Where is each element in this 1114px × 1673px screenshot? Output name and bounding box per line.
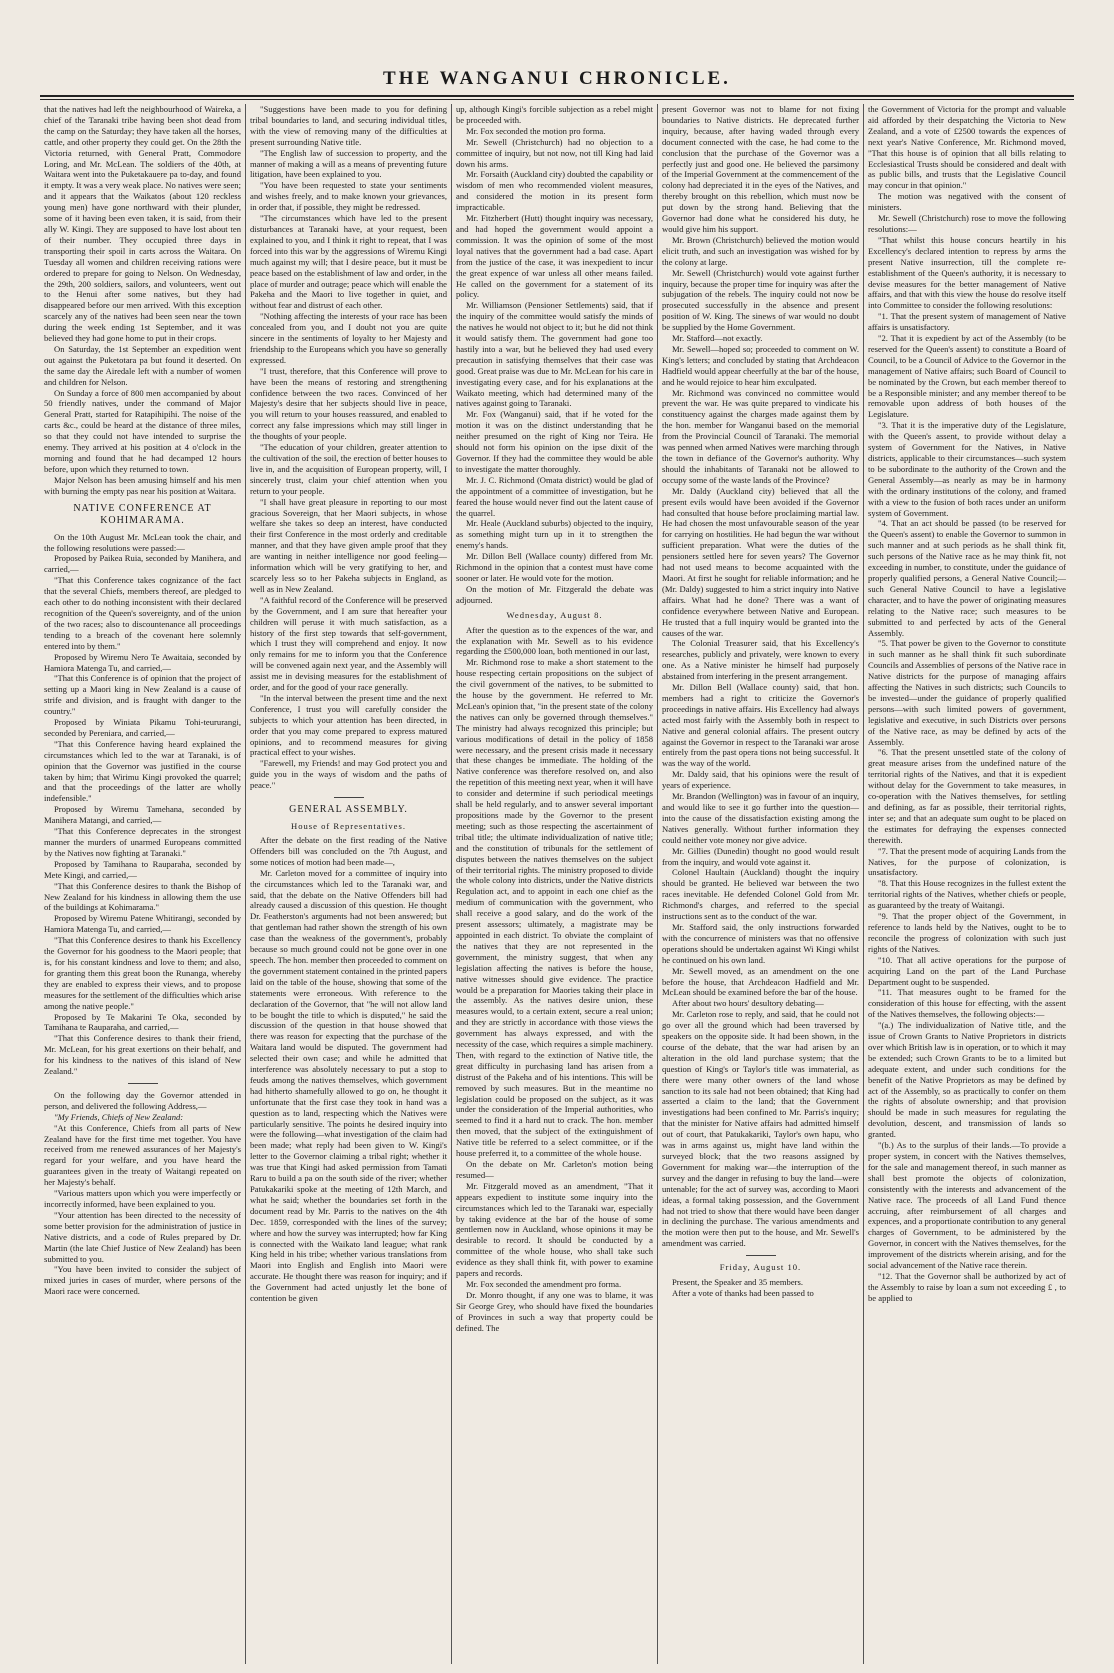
paragraph: that the natives had left the neighbourhood of Waireka, a chief of the Taranaki tribe having been shot dead from the camp on the Saturday; they have taken all the horses, cattle, and other property they could get. On the 28th the Victoria returned, with General Pratt, Commodore Loring, and Mr. McLean. The soldiers of the 40th, at Waitara went into the Puketakauere pa to-day, and found it empty. It was a very weak place. No natives were seen; and it appears that the Waikatos (about 120 reckless young men) have gone northward with their plunder, some of it having been even taken, it is said, from their ally W. Kingi. They are supposed to have lost about ten of their number. They occupied three days in transporting their spoil in carts across the Waitara. On Tuesday all women and children receiving rations were ordered to prepare for going to Nelson. On Wednesday, the 29th, 200 soldiers, sailors, and volunteers, went out to the Henui after some natives, but they had disappeared before our men arrived. With this exception scarcely any of the natives had been seen near the town during the week ending 1st September, and it was believed they had gone home to put in their crops. (44, 104, 241, 344)
paragraph: "The circumstances which have led to the present disturbances at Taranaki have, at your request, been explained to you, and I think it right to repeat, that I was forced into this war by the aggressions of Wiremu Kingi much against my will; that I desire peace, but it must be peace based on the establishment of law and order, in the place of murder and outrage; peace which will enable the Pakeha and the Maori to live together in quiet, and without fear and distrust of each other. (250, 213, 447, 311)
paragraph: Mr. Richmond rose to make a short statement to the house respecting certain propositions on the subject of the civil government of the natives, to be submitted to the house by the government. He referred to Mr. McLean's opinion that, "in the present state of the colony the natives can only be governed through themselves." The ministry had always recognized this principle; but various modifications of detail in the policy of 1858 were necessary, and the present crisis made it necessary that these changes be immediate. The holding of the Native conference was therefore resolved on, and also the repetition of this meeting next year, when it will have to consider and determine if such periodical meetings shall be held regularly, and to answer several important propositions made by the Governor to the present meeting; such as those respecting the ascertainment of tribal title; the ultimate individualization of native title; and the constitution of tribunals for the settlement of disputes between the natives themselves on the subject of their territorial rights. The ministry proposed to divide the whole colony into districts, under the Native districts Regulation act, and to appoint in each one chief as the medium of communication with the government, who shall receive a good salary, and do the work of the present assessors; ultimately, a magistrate may be appointed in each district. To obviate the complaint of the natives that they are not represented in the government, the ministry suggest, that when any legislation affecting the natives is before the house, native witnesses should give evidence. The practice would be a preparation for Maories taking their place in the assembly. As the natives desire union, these measures would, to a certain extent, secure a real union; and they are strictly in accordance with those views the government has always expressed, and with the necessity of the case, which requires a simple machinery. Then, with regard to the extinction of Native title, the great difficulty in purchasing land has arisen from a distrust of the Pakeha and of his intentions. This will be removed by such measures. But in the meantime no legislation could be proposed on the subject, as it was under the consideration of the Imperial authorities, who seemed to find it a hard nut to crack. The hon. member then moved, that the subject of the extinguishment of Native title be referred to a select committee, or if the house preferred it, to a committee of the whole house. (456, 657, 653, 1159)
paragraph: "Farewell, my Friends! and may God protect you and guide you in the ways of wisdom and the paths of peace." (250, 758, 447, 791)
column-4 (658, 104, 864, 1664)
date-heading: Wednesday, August 8. (506, 609, 603, 620)
paragraph: "(b.) As to the surplus of their lands.—To provide a proper system, in concert with the Natives themselves, for the sale and management thereof, in such manner as shall best promote the objects of colonization, consistently with the interests and advancement of the Native race. The proceeds of all Land Fund thence accruing, after reimbursement of all charges and expences, and a proportionate contribution to any general charges of Government, to be administered by the Governor, in concert with the Natives themselves, for the improvement of the districts wherein arising, and for the social advancement of the Native race therein. (868, 1140, 1066, 1271)
paragraph: "12. That the Governor shall be authorized by act of the Assembly to raise by loan a sum not exceeding £ , to be applied to (868, 1270, 1066, 1303)
paragraph: Mr. Fox seconded the motion pro forma. (466, 125, 606, 136)
paragraph: up, although Kingi's forcible subjection as a rebel might be proceeded with. (456, 104, 653, 125)
section-heading: GENERAL ASSEMBLY. (289, 804, 408, 816)
paragraph: "My Friends, Chiefs of New Zealand: (54, 1111, 184, 1122)
paragraph: Mr. Daldy (Auckland city) believed that all the present evils would have been avoided if the Governor had consulted that house before proclaiming martial law. He had chosen the most unfavourable season of the year for carrying on hostilities. He had begun the war without sufficient preparation. What were the duties of the pensioners settled here for seven years? The Governor had not used means to become acquainted with the Maori. At first he sought for reliable information; and he (Mr. Daldy) suggested to him a strict inquiry into Native affairs. What had he done? There was a want of confidence everywhere between Native and European. He trusted that a full inquiry would be granted into the causes of the war. (662, 485, 859, 638)
paragraph: "3. That it is the imperative duty of the Legislature, with the Queen's assent, to provide without delay a system of Government for the Natives, in Native districts, applicable to their circumstances—such system to be subordinate to the authority of the Crown and the General Assembly—as nearly as may be in harmony with the ordinary institutions of the colony, and framed with a view to the fusion of both races under an uniform system of Government. (868, 420, 1066, 518)
paragraph: "The English law of succession to property, and the manner of making a will as a means of preventing future litigation, have been explained to you. (250, 147, 447, 180)
paragraph: "A faithful record of the Conference will be preserved by the Government, and I am sure that hereafter your children will peruse it with much satisfaction, as a history of the first step towards that self-government, which I trust they will comprehend and enjoy. It now only remains for me to inform you that the Conference will be convened again next year, and the Assembly will assist me in devising measures for the establishment of order, and for the good of your race generally. (250, 594, 447, 693)
paragraph: Mr. Sewell (Christchurch) had no objection to a committee of inquiry, but not now, not till King had laid down his arms. (456, 136, 653, 169)
paragraph: "7. That the present mode of acquiring Lands from the Natives, for the purpose of colonization, is unsatisfactory. (868, 845, 1066, 878)
paragraph: "11. That measures ought to be framed for the consideration of this house for effecting, with the assent of the Natives themselves, the following objects:— (868, 987, 1066, 1020)
section-divider (746, 1255, 776, 1256)
paragraph: "5. That power be given to the Governor to constitute in such manner as he shall think fit such subordinate Councils and Assemblies of persons of the Native race in Native districts for the purpose of managing affairs affecting the Natives in such districts; such Councils to be invested—under the guidance of properly qualified persons—with such limited powers of government, legislative and executive, in such Districts over persons of the Native race, as may be defined by acts of the Assembly. (868, 638, 1066, 747)
paragraph: "In the interval between the present time and the next Conference, I trust you will carefully consider the subjects to which your attention has been directed, in order that you may come prepared to express matured opinions, and to recommend measures for giving practical effect to your wishes. (250, 692, 447, 758)
paragraph: On the following day the Governor attended in person, and delivered the following Address,— (44, 1089, 241, 1111)
paragraph: On the debate on Mr. Carleton's motion being resumed— (456, 1159, 653, 1180)
paragraph: Mr. Dillon Bell (Wallace county) differed from Mr. Richmond in the opinion that a contest must have come sooner or later. He would vote for the motion. (456, 551, 653, 583)
paragraph: Mr. Stafford said, the only instructions forwarded with the concurrence of ministers was that no offensive operations should be undertaken against Wi Kingi whilst he continued on his own land. (662, 921, 859, 965)
paragraph: Mr. Gillies (Dunedin) thought no good would result from the inquiry, and would vote against it. (662, 845, 859, 867)
section-subheading: House of Representatives. (291, 821, 406, 832)
paragraph: On Sunday a force of 800 men accompanied by about 50 friendly natives, under the command of Major General Pratt, started for Ratapihipihi. The noise of the carts &c., could be heard at the distance of three miles, so that they could not have intended to surprise the enemy. They arrived at his position at 4 o'clock in the morning and found that he had decamped 12 hours before, upon which they returned to town. (44, 387, 241, 474)
paragraph: Mr. Heale (Auckland suburbs) objected to the inquiry, as something might turn up in it to strengthen the enemy's hands. (456, 518, 653, 551)
paragraph: Mr. Fitzgerald moved as an amendment, "That it appears expedient to institute some inquiry into the circumstances which led to the Taranaki war, especially by taking evidence at the bar of the house of some gentlemen now in Auckland, whose opinions it may be desirable to record. It should be conducted by a committee of the whole house, who shall take such evidence as they shall think fit, with power to examine papers and records. (456, 1180, 653, 1279)
paragraph: Proposed by Wiremu Tamehana, seconded by Manihera Matangi, and carried,— (44, 804, 241, 826)
paragraph: Mr. Sewell moved, as an amendment on the one before the house, that Archdeacon Hadfield and Mr. McLean should be examined before the bar of the house. (662, 965, 859, 998)
paragraph: Mr. Fox seconded the amendment pro forma. (466, 1278, 622, 1289)
paragraph: Mr. J. C. Richmond (Omata district) would be glad of the appointment of a committee of investigation, but he feared the house would never find out the latent cause of the quarrel. (456, 474, 653, 518)
paragraph: Mr. Sewell—hoped so; proceeded to comment on W. King's letters; and concluded by stating that Archdeacon Hadfield would appear cheerfully at the bar of the house, and he would rejoice to hear him exculpated. (662, 343, 859, 387)
paragraph: Mr. Daldy said, that his opinions were the result of years of experience. (662, 769, 859, 791)
paragraph: Mr. Fox (Wanganui) said, that if he voted for the motion it was on the distinct understanding that he neither presumed on the right of King nor Teira. He should not form his opinion on the ipse dixit of the Governor. If they had the committee they would be able to investigate the matter thoroughly. (456, 409, 653, 474)
paragraph: Colonel Haultain (Auckland) thought the inquiry should be granted. He believed war between the two races inevitable. He defended Colonel Gold from Mr. Richmond's charges, and referred to the special instructions sent as to the conduct of the war. (662, 867, 859, 922)
paragraph: Mr. Fitzherbert (Hutt) thought inquiry was necessary, and had hoped the government would appoint a commission. It was the opinion of some of the most loyal natives that the government had a bad case. Apart from the justice of the case, it was inexpedient to incur the great expence of war unless all other means failed. He called on the government for a statement of its policy. (456, 213, 653, 300)
paragraph: the Government of Victoria for the prompt and valuable aid afforded by their despatching the Victoria to New Zealand, and a vote of £2500 towards the expences of next year's Native Conference, Mr. Richmond moved, "That this house is of opinion that all bills relating to Ecclesiastical Trusts should be considered and dealt with as public bills, and trusts that the Legislative Council may concur in that opinion." (868, 104, 1066, 191)
paragraph: Proposed by Winiata Pikamu Tohi-teururangi, seconded by Pereniara, and carried,— (44, 717, 241, 738)
paragraph: After the question as to the expences of the war, and the explanation with Mr. Sewell as to his evidence regarding the £500,000 loan, both mentioned in our last, (456, 624, 653, 657)
paragraph: "That this Conference deprecates in the strongest manner the murders of unarmed Europeans committed by the Natives now fighting at Taranaki." (44, 826, 241, 858)
paragraph: "Suggestions have been made to you for defining tribal boundaries to land, and securing individual titles, with the view of removing many of the difficulties at present surrounding Native title. (250, 104, 447, 147)
section-heading: NATIVE CONFERENCE AT KOHIMARAMA. (73, 502, 212, 526)
paragraph: Mr. Stafford—not exactly. (672, 333, 763, 344)
paragraph: "You have been requested to state your sentiments and wishes freely, and to make known your grievances, in order that, if possible, they might be redressed. (250, 180, 447, 213)
date-heading: Friday, August 10. (719, 1262, 802, 1273)
paragraph: Mr. Carleton moved for a committee of inquiry into the circumstances which led to the Taranaki war, and said, that the debate on the Native Offenders bill had already caused a discussion of this question. He thought Dr. Featherston's arguments had not been answered; but that gentleman had rather shown the strength of his own case than the weakness of the government's, probably because so much ground could not be gone over in one speech. The hon. member then proceeded to comment on the government statement contained in the printed papers laid on the table of the house, showing that some of the statements were erroneous. With reference to the declaration of the Governor, that "he will not allow land to be bought the title to which is disputed," he said the discussion of the question in that house showed that there was reason for expecting that the purchase of the Waitara land would be disputed. The government had selected their own case; and while he admitted that interference was absolutely necessary to put a stop to feuds among the natives themselves, which government had hitherto shamefully allowed to go on, he thought it unfortunate that the first case they took in hand was a question as to land, respecting which the Natives were particularly sensitive. The points he desired inquiry into were the following—what investigation of the claim had been made; what reply had been given to W. Kingi's letter to the Governor claiming a tribal right; whether it was true that Kingi had asked permission from Tamati Raru to build a pa on the south side of the river; whether Patukakariki spoke at the meeting of 12th March, and what he said; whether the boundaries set forth in the document read by Mr. Parris to the natives on the 4th Dec. 1859, corresponded with the lines of the survey; where and how the survey was interrupted; how far King is connected with the Waikato land league; what rank King held in his tribe; whether various translations from Maori into English and English into Maori were accurate. He thought there was reason for inquiry; and if the Government had acted unjustly let the bone of contention be given (250, 867, 447, 1304)
paragraph: Present, the Speaker and 35 members. (672, 1277, 804, 1288)
paragraph: Mr. Williamson (Pensioner Settlements) said, that if the inquiry of the committee would satisfy the minds of the natives he would not object to it; but he did not think it would satisfy them. The government had gone too hastily into a war, but he believed they had used every precaution in satisfying themselves that their case was good. Great praise was due to Mr. McLean for his care in investigating every case, and for his explanations at the Waikato meeting, which had determined many of the natives against going to Taranaki. (456, 300, 653, 409)
paragraph: "(a.) The individualization of Native title, and the issue of Crown Grants to Native Proprietors in districts over which British law is in operation, or to which it may be extended; such Crown Grants to be to a limited but adequate extent, and under such conditions for the benefit of the Native Proprietors as may be defined by act of the Assembly, so as practically to confer on them the rights of absolute ownership; and that provision should be made in such measures for regulating the devolution, descent, and transmission of lands so granted. (868, 1020, 1066, 1140)
paragraph: "2. That it is expedient by act of the Assembly (to be reserved for the Queen's assent) to constitute a Board of Council, to be a Council of Advice to the Governor in the management of Native affairs; such Board of Council to be nominated by the Crown, but each member thereof to be a Responsible minister; and any member thereof to be removable upon address of both houses of the Legislature. (868, 333, 1066, 420)
paragraph: After the debate on the first reading of the Native Offenders bill was concluded on the 7th August, and some notices of motion had been made—, (250, 835, 447, 867)
paragraph: Mr. Dillon Bell (Wallace county) said, that hon. members had a right to criticize the Governor's proceedings in native affairs. His Excellency had always acted most fairly with the Assembly both in respect to Native and general colonial affairs. The present outcry against the Governor in respect to the Taranaki war arose entirely from the past opera tions not being successful. It was the way of the world. (662, 682, 859, 769)
paragraph: "You have been invited to consider the subject of mixed juries in cases of murder, where persons of the Maori race were concerned. (44, 1264, 241, 1297)
paragraph: "That whilst this house concurs heartily in his Excellency's declared intention to repress by arms the present Native insurrection, till the complete re-establishment of the Queen's authority, it is necessary to devise measures for the better management of Native affairs, and that with this view the house do resolve itself into Committee to consider the following resolutions: (868, 234, 1066, 311)
column-1 (40, 104, 246, 1664)
column-5 (864, 104, 1070, 1664)
paragraph: present Governor was not to blame for not fixing boundaries to Native districts. He deprecated further inquiry, because, after having waded through every document connected with the case, he had come to the conclusion that the purchase of the Governor was a perfectly just and good one. He believed the parsimony of the Imperial Government at the commencement of the colony had depreciated it in the eyes of the Natives, and thereby brought on this rebellion, which must now be put down by the strong hand. Believing that the Governor had done what he considered his duty, he would give him his support. (662, 104, 859, 234)
paragraph: "That this Conference desires to thank the Bishop of New Zealand for his kindness in allowing them the use of the buildings at Kohimarama." (44, 880, 241, 913)
paragraph: "That this Conference is of opinion that the project of setting up a Maori king in New Zealand is a cause of strife and division, and is fraught with danger to the country." (44, 673, 241, 717)
masthead-rule (40, 95, 1074, 100)
paragraph: Mr. Sewell (Christchurch) rose to move the following resolutions:— (868, 213, 1066, 234)
paragraph: Proposed by Paikea Ruia, seconded by Manihera, and carried,— (44, 553, 241, 575)
paragraph: Mr. Carleton rose to reply, and said, that he could not go over all the ground which had been traversed by speakers on the opposite side. It had been shown, in the course of the debate, that the war had arisen by an alteration in the old land purchase system; that the question of King's or Taylor's title was immaterial, as there were many other owners of the land whose sanction to its sale had not been obtained; that King had asserted a claim to the land; that the Government investigations had been confined to Mr. Parris's inquiry; that the minister for Native affairs had admitted himself out of court, that Patukakariki, Taylor's own hapu, who was in arms against us, might have land within the surveyed block; that the two reasons assigned by Government for making war—the interruption of the survey and the danger in refusing to buy the land—were untenable; for the act of survey was, according to Maori ideas, a formal taking possession, and the Government had not tried to show that there would have been danger in declining the purchase. The various amendments and the motion were then put to the house, and Mr. Sewell's amendment was carried. (662, 1009, 859, 1249)
paragraph: Mr. Forsaith (Auckland city) doubted the capability or wisdom of men who recommended violent measures, and considered the motion in its present form impracticable. (456, 169, 653, 213)
paragraph: The Colonial Treasurer said, that his Excellency's researches, publicly and privately, were known to every one. As a Native minister he himself had purposely abstained from interfering in the present arrangement. (662, 638, 859, 682)
paragraph: Mr. Richmond was convinced no committee would prevent the war. He was quite prepared to vindicate his constituency against the charges made against them by the hon. member for Wanganui based on the memorial from the Provincial Council of Taranaki. The memorial was penned when armed Natives were marching through the town in defiance of the Governor's authority. Why should the inhabitants of Taranaki not be allowed to occupy some of the waste lands of the Province? (662, 387, 859, 485)
paragraph: "8. That this House recognizes in the fullest extent the territorial rights of the Natives, whether chiefs or people, as guaranteed by the treaty of Waitangi. (868, 878, 1066, 911)
paragraph: "Nothing affecting the interests of your race has been concealed from you, and I doubt not you are quite sincere in the sentiments of loyalty to her Majesty and friendship to the Europeans which you have so generally expressed. (250, 311, 447, 365)
paragraph: After about two hours' desultory debating— (672, 998, 824, 1009)
section-divider (334, 797, 364, 798)
paragraph: "That this Conference desires to thank their friend, Mr. McLean, for his great exertions on their behalf, and for his kindness to the natives of this island of New Zealand." (44, 1033, 241, 1077)
paragraph: On Saturday, the 1st September an expedition went out against the Puketotara pa but found it deserted. On the same day the Airedale left with a number of women and children for Nelson. (44, 343, 241, 387)
masthead-title: THE WANGANUI CHRONICLE. (383, 68, 731, 89)
paragraph: "9. That the proper object of the Government, in reference to lands held by the Natives, ought to be to reconcile the progress of colonization with such just rights of the Natives. (868, 911, 1066, 954)
column-3 (452, 104, 658, 1664)
paragraph: Proposed by Te Makarini Te Oka, seconded by Tamihana te Rauparaha, and carried,— (44, 1011, 241, 1033)
paragraph: Mr. Brown (Christchurch) believed the motion would elicit truth, and such an investigation was wished for by the colony at large. (662, 234, 859, 267)
paragraph: Proposed by Wiremu Patene Whitirangi, seconded by Hamiora Matenga Tu, and carried,— (44, 913, 241, 935)
paragraph: "The education of your children, greater attention to the cultivation of the soil, the erection of better houses to live in, and the acquisition of European property, will, I sincerely trust, claim your chief attention when you return to your people. (250, 442, 447, 496)
paragraph: "6. That the present unsettled state of the colony of great measure arises from the undefined nature of the territorial rights of the Natives, and that it is expedient without delay for the Government to take measures, in co-operation with the Natives themselves, for settling and defining, as far as possible, their territorial rights, inter se; and that an adequate sum ought to be placed on the estimates for defraying the expenses connected therewith. (868, 747, 1066, 845)
paragraph: "At this Conference, Chiefs from all parts of New Zealand have for the first time met together. You have received from me renewed assurances of her Majesty's regard for your welfare, and you have heard the guarantees given in the treaty of Waitangi repeated on her Majesty's behalf. (44, 1122, 241, 1188)
paragraph: Proposed by Wiremu Nero Te Awaitaia, seconded by Hamiora Matenga Tu, and carried,— (44, 651, 241, 673)
paragraph: "10. That all active operations for the purpose of acquiring Land on the part of the Land Purchase Department ought to be suspended. (868, 954, 1066, 987)
paragraph: "Various matters upon which you were imperfectly or incorrectly informed, have been explained to you. (44, 1188, 241, 1209)
paragraph: "1. That the present system of management of Native affairs is unsatisfactory. (868, 311, 1066, 333)
paragraph: On the 10th August Mr. McLean took the chair, and the following resolutions were passed:— (44, 531, 241, 553)
paragraph: Proposed by Tamihana to Rauparaha, seconded by Mete Kingi, and carried,— (44, 858, 241, 880)
paragraph: Dr. Monro thought, if any one was to blame, it was Sir George Grey, who should have fixed the boundaries of Provinces in such a way that property could be defined. The (456, 1289, 653, 1333)
paragraph: After a vote of thanks had been passed to (672, 1287, 814, 1298)
paragraph: On the motion of Mr. Fitzgerald the debate was adjourned. (456, 583, 653, 605)
paragraph: "That this Conference takes cognizance of the fact that the several Chiefs, members thereof, are pledged to each other to do nothing inconsistent with their declared recognition of the Queen's sovereignty, and of the union of the two races; also to discountenance all proceedings tending to a breach of the covenant here solemnly entered into by them." (44, 575, 241, 651)
column-2 (246, 104, 452, 1664)
article-columns (40, 104, 1074, 1664)
paragraph: "That this Conference desires to thank his Excellency the Governor for his goodness to the Maori people; that is, for his constant kindness and love to them; and also, for granting them this great boon the Runanga, whereby they are enabled to express their views, and to propose measures for the settlement of the difficulties which arise among the native people." (44, 935, 241, 1011)
paragraph: Mr. Brandon (Wellington) was in favour of an inquiry, and would like to see it go further into the question—into the cause of the dissatisfaction existing among the Natives generally. Without further information they could neither vote money nor give advice. (662, 791, 859, 845)
paragraph: "4. That an act should be passed (to be reserved for the Queen's assent) to enable the Governor to summon in such manner and at such periods as he shall think fit, such persons of the Native race as he may think fit, not exceeding in number, to constitute, under the guidance of properly qualified persons, a General Native Council;—such General Native Council to have a legislative character, and to have the power of originating measures relating to the Native race; such measures to be submitted to and perfected by acts of the General Assembly. (868, 518, 1066, 638)
paragraph: "That this Conference having heard explained the circumstances which led to the war at Taranaki, is of opinion that the Governor was justified in the course taken by him; that Wirimu Kingi provoked the quarrel; and that the proceedings of the latter are wholly indefensible." (44, 738, 241, 804)
paragraph: Mr. Sewell (Christchurch) would vote against further inquiry, because the proper time for inquiry was after the subjugation of the rebels. The inquiry could not now be prosecuted successfully in the absence and present position of W. King. The sinews of war would no doubt be supplied by the Home Government. (662, 267, 859, 333)
paragraph: Major Nelson has been amusing himself and his men with burning the empty pas near his position at Waitara. (44, 474, 241, 496)
section-divider (128, 1083, 158, 1084)
paragraph: "I shall have great pleasure in reporting to our most gracious Sovereign, that her Maori subjects, in whose welfare she takes so deep an interest, have conducted their first Conference in the most orderly and creditable manner, and that they have given ample proof that they are wanting in neither intelligence nor good feeling—information which will be very gratifying to her, and scarcely less so to her Pakeha subjects in England, as well as in New Zealand. (250, 496, 447, 594)
paragraph: "Your attention has been directed to the necessity of some better provision for the administration of justice in Native districts, and a code of Rules prepared by Dr. Martin (the late Chief Justice of New Zealand) has been submitted to you. (44, 1209, 241, 1264)
paragraph: The motion was negatived with the consent of ministers. (868, 191, 1066, 213)
paragraph: "I trust, therefore, that this Conference will prove to have been the means of restoring and strengthening confidence between the two races. Convinced of her Majesty's desire that her subjects should live in peace, you will return to your houses reassured, and enabled to correct any false impressions which may still linger in the thoughts of your people. (250, 365, 447, 442)
